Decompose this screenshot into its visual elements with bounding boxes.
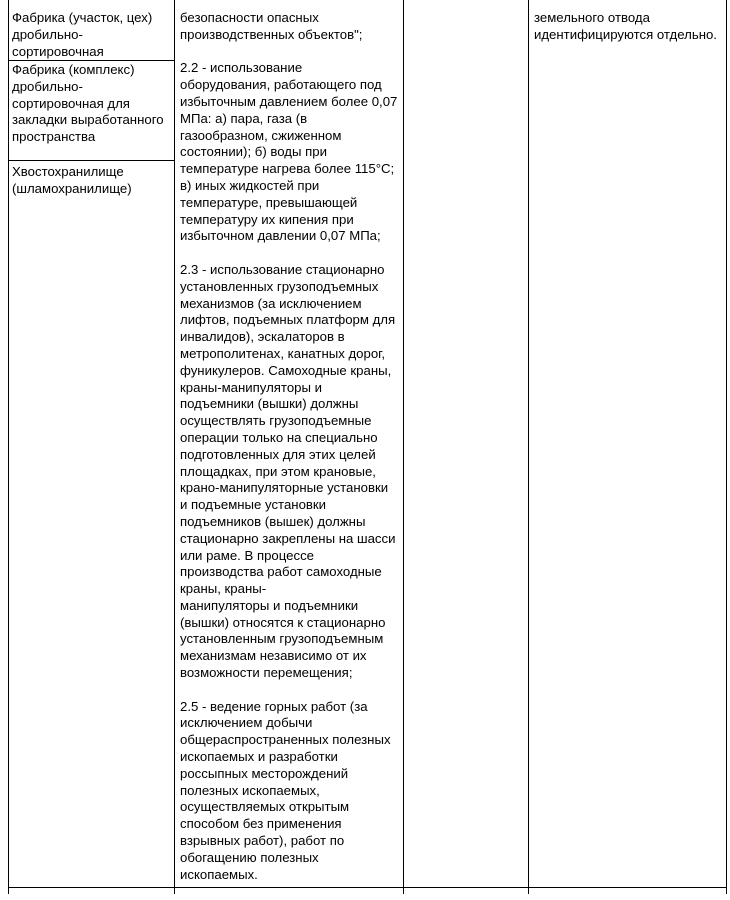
cell-line: Фабрика (комплекс) — [12, 62, 135, 77]
cell-line: Хвостохранилище — [12, 164, 124, 179]
cell-line: состоянии); б) воды при — [180, 144, 327, 160]
cell-line: россыпных месторождений — [180, 765, 349, 781]
cell-line: избыточным давлением более 0,07 — [180, 93, 398, 109]
cell-line: сортировочная для — [12, 95, 130, 111]
cell-line: закладки выработанного — [12, 112, 164, 128]
cell-line: возможности перемещения; — [180, 665, 353, 681]
row-divider-2 — [8, 160, 174, 161]
criteria-paragraph-continued — [180, 10, 402, 44]
cell-line: подъемников (вышек) должны — [180, 513, 366, 529]
cell-line: производства работ самоходные — [180, 564, 382, 580]
cell-line: полезных ископаемых, — [180, 782, 320, 798]
cell-line: дробильно- — [12, 26, 83, 42]
cell-line: метрополитенах, канатных дорог, — [180, 345, 386, 361]
cell-line: обогащению полезных — [180, 849, 319, 865]
cell-line: осуществлять грузоподъемные — [180, 413, 372, 429]
cell-line: температуре нагрева более 115°C; — [180, 161, 395, 177]
cell-line: инвалидов), эскалаторов в — [180, 329, 345, 345]
cell-line: осуществляемых открытым — [180, 799, 350, 815]
cell-line: стационарно закреплены на шасси — [180, 530, 396, 546]
cell-line: безопасности опасных — [180, 10, 319, 25]
cell-empty — [406, 10, 526, 26]
cell-line: механизмов (за исключением — [180, 295, 362, 311]
cell-line: взрывных работ), работ по — [180, 833, 345, 849]
cell-line: краны-манипуляторы и — [180, 379, 322, 395]
table-border-col2 — [403, 0, 404, 894]
cell-line: (шламохранилище) — [12, 180, 132, 196]
cell-line: ископаемых и разработки — [180, 749, 338, 765]
cell-object-row-3 — [12, 164, 172, 198]
cell-line: исключением добычи — [180, 715, 313, 731]
cell-line: пространства — [12, 129, 96, 145]
cell-line: ископаемых. — [180, 866, 258, 882]
cell-line: 2.2 - использование — [180, 60, 303, 76]
cell-line: площадках, при этом крановые, — [180, 463, 376, 479]
cell-line: установленных грузоподъемных — [180, 278, 379, 294]
cell-line: установленным грузоподъемным — [180, 631, 384, 647]
cell-line: 2.3 - использование стационарно — [180, 261, 385, 277]
cell-line: Фабрика (участок, цех) — [12, 10, 153, 25]
cell-line: способом без применения — [180, 816, 342, 832]
cell-line: газообразном, сжиженном — [180, 127, 342, 143]
cell-line: подготовленных для этих целей — [180, 446, 376, 462]
criteria-paragraph-2-5 — [180, 699, 402, 884]
cell-line: сортировочная — [12, 43, 104, 59]
cell-line: операции только на специально — [180, 429, 378, 445]
cell-object-row-1 — [12, 10, 172, 60]
cell-line: МПа: а) пара, газа (в — [180, 110, 308, 126]
criteria-paragraph-2-3 — [180, 262, 402, 682]
cell-object-row-2 — [12, 62, 172, 146]
cell-notes — [534, 10, 724, 44]
cell-line: краны, краны- — [180, 581, 267, 597]
cell-line: или раме. В процессе — [180, 547, 315, 563]
cell-line: лифтов, подъемных платформ для — [180, 312, 396, 328]
cell-line: механизмам независимо от их — [180, 648, 367, 664]
cell-line: земельного отвода — [534, 10, 650, 25]
cell-line: дробильно- — [12, 78, 83, 94]
cell-line: (вышки) относятся к стационарно — [180, 614, 386, 630]
cell-line: фуникулеров. Самоходные краны, — [180, 362, 392, 378]
cell-line: общераспространенных полезных — [180, 732, 391, 748]
cell-line: оборудования, работающего под — [180, 77, 382, 93]
cell-line: и подъемные установки — [180, 497, 327, 513]
cell-line: температуру их кипения при — [180, 211, 354, 227]
cell-line: в) иных жидкостей при — [180, 177, 320, 193]
table-border-col3 — [528, 0, 529, 894]
cell-line: избыточном давлении 0,07 МПа; — [180, 228, 381, 244]
criteria-paragraph-2-2 — [180, 60, 402, 245]
cell-line: 2.5 - ведение горных работ (за — [180, 698, 368, 714]
cell-line: производственных объектов"; — [180, 26, 363, 42]
cell-line: температуре, превышающей — [180, 194, 358, 210]
table-border-right — [726, 0, 727, 894]
table-border-col1 — [174, 0, 175, 894]
cell-line: идентифицируются отдельно. — [534, 26, 717, 42]
table-border-left — [8, 0, 9, 894]
cell-line: манипуляторы и подъемники — [180, 597, 359, 613]
cell-line: подъемники (вышки) должны — [180, 396, 359, 412]
cell-line: крано-манипуляторные установки — [180, 480, 389, 496]
cell-criteria — [180, 10, 402, 900]
